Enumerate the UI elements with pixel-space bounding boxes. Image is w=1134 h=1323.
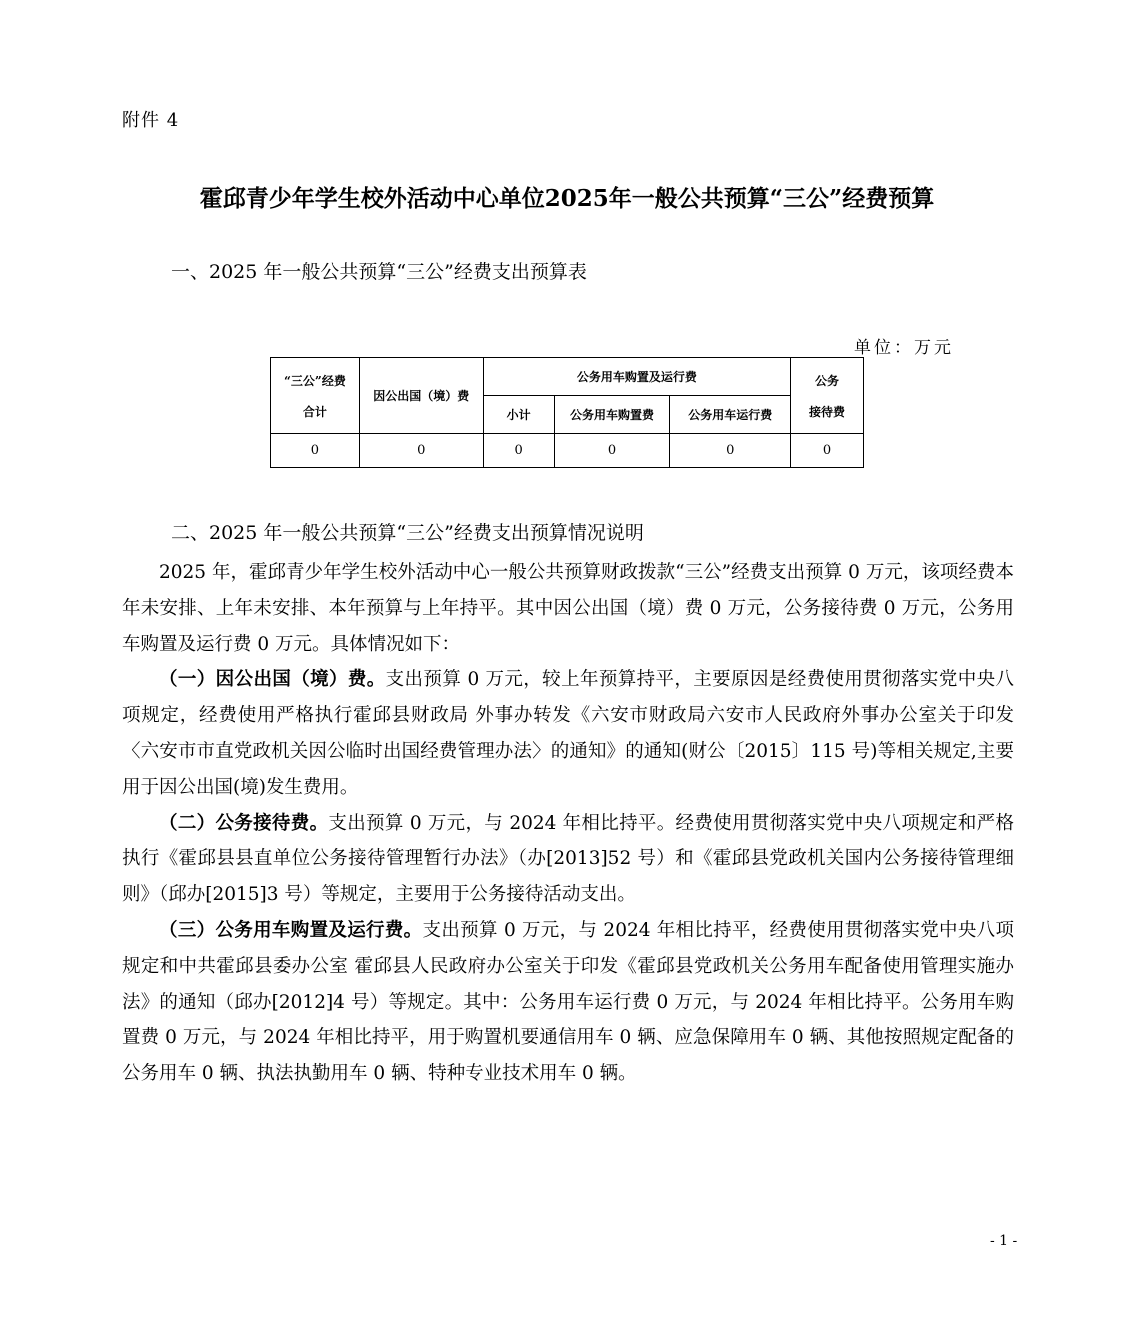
reception-paragraph <box>122 806 1014 913</box>
header-vehicle-group: 公务用车购置及运行费 <box>483 358 790 396</box>
header-reception-line1: 公务 <box>815 373 840 388</box>
value-reception: 0 <box>791 434 864 468</box>
section2-heading: 二、2025 年一般公共预算“三公”经费支出预算情况说明 <box>171 522 644 544</box>
header-vehicle-operation: 公务用车运行费 <box>670 396 791 434</box>
value-vehicle-operation: 0 <box>670 434 791 468</box>
unit-label: 单位：万元 <box>854 338 954 358</box>
table-row <box>271 434 864 468</box>
intro-paragraph: 2025 年，霍邱青少年学生校外活动中心一般公共预算财政拨款“三公”经费支出预算 0 万元，该项经费本年未安排、上年未安排、本年预算与上年持平。其中因公出国（境）费 0 万元，公务接待费 0 万元，公务用车购置及运行费 0 万元。具体情况如下： <box>122 562 1014 655</box>
vehicle-title: （三）公务用车购置及运行费。 <box>159 919 423 941</box>
vehicle-paragraph <box>122 913 1014 1092</box>
reception-body: 支出预算 0 万元，与 2024 年相比持平。经费使用贯彻落实党中央八项规定和严格执行《霍邱县县直单位公务接待管理暂行办法》（办[2013]52 号）和《霍邱县党政机关国内公务接待管理细则》（邱办[2015]3 号）等规定，主要用于公务接待活动支出。 <box>122 812 1014 906</box>
header-total <box>271 358 360 434</box>
value-total: 0 <box>271 434 360 468</box>
budget-table <box>270 357 864 468</box>
attachment-label: 附件 4 <box>122 110 180 131</box>
page-number: - 1 - <box>990 1233 1018 1249</box>
table-header-row-1 <box>271 358 864 396</box>
abroad-title: （一）因公出国（境）费。 <box>159 669 386 691</box>
header-total-line1: “三公”经费 <box>284 373 346 388</box>
reception-title: （二）公务接待费。 <box>159 812 329 834</box>
value-abroad: 0 <box>359 434 483 468</box>
explanation-body <box>122 555 1014 1092</box>
value-vehicle-purchase: 0 <box>554 434 670 468</box>
header-abroad: 因公出国（境）费 <box>359 358 483 434</box>
document-title: 霍邱青少年学生校外活动中心单位2025年一般公共预算“三公”经费预算 <box>199 185 935 212</box>
vehicle-body: 支出预算 0 万元，与 2024 年相比持平，经费使用贯彻落实党中央八项规定和中共霍邱县委办公室 霍邱县人民政府办公室关于印发《霍邱县党政机关公务用车配备使用管理实施办法》的通知（邱办[2012]4 号）等规定。其中：公务用车运行费 0 万元，与 2024 年相比持平。公务用车购置费 0 万元，与 2024 年相比持平，用于购置机要通信用车 0 辆、应急保障用车 0 辆、其他按照规定配备的公务用车 0 辆、执法执勤用车 0 辆、特种专业技术用车 0 辆。 <box>122 919 1014 1085</box>
header-total-line2: 合计 <box>302 404 327 419</box>
header-reception <box>791 358 864 434</box>
header-vehicle-subtotal: 小计 <box>483 396 554 434</box>
section1-heading: 一、2025 年一般公共预算“三公”经费支出预算表 <box>171 261 587 283</box>
header-vehicle-purchase: 公务用车购置费 <box>554 396 670 434</box>
value-vehicle-subtotal: 0 <box>483 434 554 468</box>
abroad-body: 支出预算 0 万元，较上年预算持平，主要原因是经费使用贯彻落实党中央八项规定，经费使用严格执行霍邱县财政局 外事办转发《六安市财政局六安市人民政府外事办公室关于印发〈六安市市直党政机关因公临时出国经费管理办法〉的通知》的通知(财公〔2015〕115 号)等相关规定,主要用于因公出国(境)发生费用。 <box>122 669 1014 798</box>
abroad-paragraph <box>122 662 1014 805</box>
header-reception-line2: 接待费 <box>809 404 846 419</box>
